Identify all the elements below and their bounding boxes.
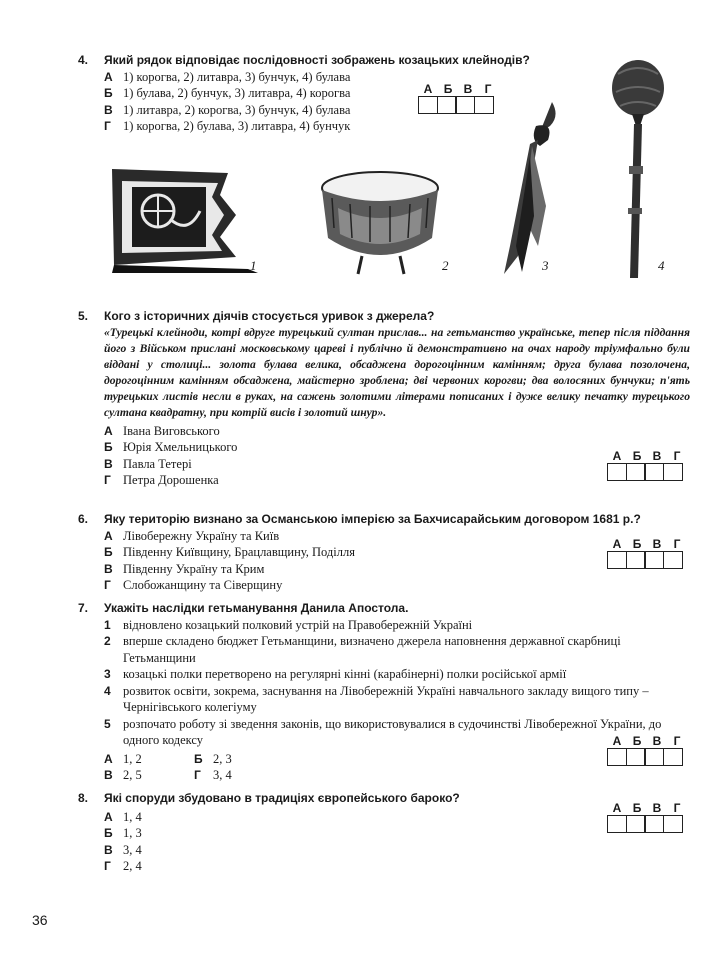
option-b[interactable]: Б Юрія Хмельницького — [104, 440, 238, 454]
question-7 — [78, 600, 690, 784]
image-caption-4: 4 — [658, 258, 665, 273]
option-a[interactable]: А 1, 2 — [104, 751, 142, 766]
question-8 — [78, 790, 460, 875]
option-d[interactable]: Г Петра Дорошенка — [104, 473, 219, 487]
option-b[interactable]: Б 1, 3 — [104, 826, 142, 840]
answer-cell[interactable] — [607, 551, 627, 569]
answer-cell[interactable] — [455, 96, 475, 114]
answer-cell[interactable] — [644, 815, 664, 833]
answer-cell[interactable] — [663, 748, 683, 766]
statement-3: 3 козацькі полки перетворено на регулярні кінні (карабінерні) полки російської армії — [104, 667, 567, 681]
answer-grid-q5[interactable]: А Б В Г — [607, 449, 687, 481]
answer-cell[interactable] — [626, 551, 646, 569]
option-c[interactable]: В 2, 5 — [104, 768, 142, 782]
answer-grid-q4[interactable]: А Б В Г — [418, 82, 498, 114]
answer-cell[interactable] — [607, 815, 627, 833]
statement-1: 1 відновлено козацький полковий устрій на Правобережній Україні — [104, 617, 473, 632]
question-6-header — [78, 511, 641, 528]
question-text: Укажіть наслідки гетьманування Данила Апостола. — [104, 601, 409, 615]
question-5-header — [78, 308, 690, 325]
statement-2: 2 вперше складено бюджет Гетьманщини, визначено джерела наповнення державної скарбниці Гетьманщини — [104, 634, 621, 665]
answer-cell[interactable] — [418, 96, 438, 114]
statement-5: 5 розпочато роботу зі зведення законів, що використовувалися в судочинстві Лівобережної України, до одного кодексу — [104, 716, 662, 747]
statement-4: 4 розвиток освіти, зокрема, заснування на Лівобережній Україні навчального закладу вищого типу – Чернігівського колегіуму — [104, 683, 649, 714]
answer-cell[interactable] — [663, 463, 683, 481]
option-b[interactable]: Б 2, 3 — [194, 751, 232, 766]
answer-cell[interactable] — [607, 463, 627, 481]
question-4-header — [78, 52, 530, 69]
question-text: Які споруди збудовано в традиціях європейського бароко? — [104, 791, 460, 805]
option-d[interactable]: Г 3, 4 — [194, 768, 232, 782]
answer-cell[interactable] — [626, 815, 646, 833]
question-number: 8. — [78, 791, 89, 805]
question-text: Яку територію визнано за Османською імперією за Бахчисарайським договором 1681 р.? — [104, 512, 641, 526]
answer-cell[interactable] — [626, 748, 646, 766]
answer-cell[interactable] — [626, 463, 646, 481]
image-caption-2: 2 — [442, 258, 449, 273]
question-number: 7. — [78, 601, 89, 615]
option-d[interactable]: Г 1) корогва, 2) булава, 3) литавра, 4) бунчук — [104, 119, 351, 133]
kettledrum-image — [318, 168, 442, 278]
answer-grid-q6[interactable]: А Б В Г — [607, 537, 687, 569]
answer-grid-q8[interactable]: А Б В Г — [607, 801, 687, 833]
bunchuk-image — [496, 96, 566, 276]
answer-grid-q7[interactable]: А Б В Г — [607, 734, 687, 766]
question-text: Кого з історичних діячів стосується уривок з джерела? — [104, 309, 435, 323]
mace-image — [608, 58, 668, 280]
option-a[interactable]: А Лівобережну Україну та Київ — [104, 528, 280, 543]
answer-cell[interactable] — [474, 96, 494, 114]
banner-image — [108, 165, 260, 273]
question-text: Який рядок відповідає послідовності зображень козацьких клейнодів? — [104, 53, 530, 67]
answer-cell[interactable] — [644, 748, 664, 766]
option-a[interactable]: А Івана Виговського — [104, 423, 220, 438]
image-caption-1: 1 — [250, 258, 257, 273]
answer-cell[interactable] — [607, 748, 627, 766]
option-c[interactable]: В 1) литавра, 2) корогва, 3) бунчук, 4) булава — [104, 102, 351, 117]
option-d[interactable]: Г Слобожанщину та Сіверщину — [104, 578, 283, 592]
question-5 — [78, 308, 690, 489]
question-6 — [78, 511, 641, 594]
answer-cell[interactable] — [663, 815, 683, 833]
option-c[interactable]: В 3, 4 — [104, 842, 142, 857]
answer-cell[interactable] — [663, 551, 683, 569]
question-8-header — [78, 790, 460, 807]
option-a[interactable]: А 1) корогва, 2) литавра, 3) бунчук, 4) булава — [104, 69, 351, 84]
answer-cell[interactable] — [437, 96, 457, 114]
question-number: 4. — [78, 53, 89, 67]
answer-cell[interactable] — [644, 551, 664, 569]
option-b[interactable]: Б 1) булава, 2) бунчук, 3) литавра, 4) корогва — [104, 86, 351, 100]
page-number: 36 — [32, 912, 48, 928]
option-c[interactable]: В Павла Тетері — [104, 456, 192, 471]
question-7-header — [78, 600, 690, 617]
question-number: 6. — [78, 512, 89, 526]
option-a[interactable]: А 1, 4 — [104, 809, 142, 824]
option-d[interactable]: Г 2, 4 — [104, 859, 142, 873]
option-b[interactable]: Б Південну Київщину, Брацлавщину, Поділля — [104, 545, 355, 559]
image-caption-3: 3 — [542, 258, 549, 273]
question-number: 5. — [78, 309, 89, 323]
answer-cell[interactable] — [644, 463, 664, 481]
option-c[interactable]: В Південну Україну та Крим — [104, 561, 265, 576]
source-quote: «Турецькі клейноди, котрі вдруге турецький султан прислав... на гетьманство українське, тепер після піддання його з Військом прислані московському цареві і публічно й демонстративно на очах народу тріумфально були віддані у столиці... золота булава велика, обсаджена дорогоцінним камінням; друга булава позолочена, дорогоцінним камінням обсаджена, майстерно зроблена; дві червоних корогви; два волосяних бунчуки; п'ять турецьких листів несли в руках, на сажень золотими літерами пописаних і дуже велику печатку турецького султана квадратну, при котрій висів і золотий шнур». — [104, 325, 690, 419]
